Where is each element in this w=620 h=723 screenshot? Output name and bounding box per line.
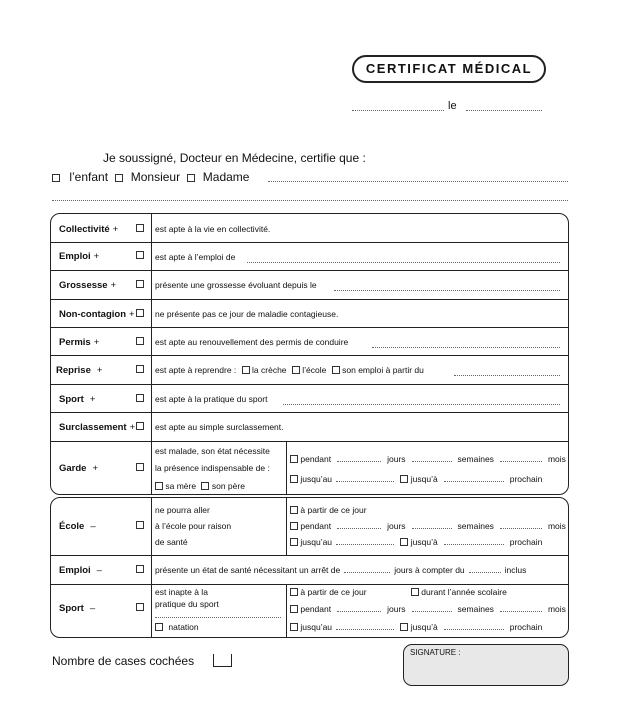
garde-pendant-checkbox[interactable]	[290, 455, 298, 463]
reprise-checkbox[interactable]	[136, 365, 144, 373]
emploi-plus-label: Emploi +	[59, 251, 100, 262]
noncontagion-label: Non-contagion +	[59, 309, 135, 320]
emploi-minus-checkbox[interactable]	[136, 565, 144, 573]
ecole-checkbox[interactable]	[136, 521, 144, 529]
sport-minus-field[interactable]	[155, 617, 281, 618]
sport-minus-line1: est inapte à la	[155, 587, 208, 597]
ecole-partir-checkbox[interactable]	[290, 506, 298, 514]
monsieur-checkbox[interactable]	[115, 174, 123, 182]
ecole-jusquau-checkbox[interactable]	[290, 538, 298, 546]
reprise-date-field[interactable]	[454, 375, 560, 376]
garde-jusquau-checkbox[interactable]	[290, 475, 298, 483]
collectivite-checkbox[interactable]	[136, 224, 144, 232]
garde-checkbox[interactable]	[136, 463, 144, 471]
ecole-label: École –	[59, 521, 96, 532]
patient-options	[52, 170, 249, 184]
permis-text: est apte au renouvellement des permis de conduire	[155, 337, 349, 347]
count-box[interactable]	[213, 654, 232, 667]
garde-jusqua-checkbox[interactable]	[400, 475, 408, 483]
permis-checkbox[interactable]	[136, 337, 144, 345]
sport-minus-line2: pratique du sport	[155, 599, 219, 609]
emploi-plus-text: est apte à l’emploi de	[155, 252, 236, 262]
sport-minus-pendant-line: pendant jours semaines mois	[290, 604, 566, 614]
sport-minus-jusqu-line: jusqu’au jusqu’à prochain	[290, 622, 542, 632]
sport-minus-partir-line: à partir de ce jour durant l’année scolaire	[290, 587, 507, 597]
ecole-jusqua-checkbox[interactable]	[400, 538, 408, 546]
noncontagion-checkbox[interactable]	[136, 309, 144, 317]
garde-line1: est malade, son état nécessite	[155, 446, 270, 456]
sport-pendant-checkbox[interactable]	[290, 605, 298, 613]
signature-label: SIGNATURE :	[410, 648, 461, 657]
garde-parent: sa mère son père	[155, 481, 245, 491]
creche-checkbox[interactable]	[242, 366, 250, 374]
surclassement-text: est apte au simple surclassement.	[155, 422, 284, 432]
garde-label: Garde +	[59, 463, 99, 474]
ecole-line3: de santé	[155, 537, 188, 547]
noncontagion-text: ne présente pas ce jour de maladie contagieuse.	[155, 309, 339, 319]
aptitude-table	[50, 213, 569, 495]
date-field[interactable]	[466, 110, 542, 111]
patient-name-field[interactable]	[268, 181, 568, 182]
permis-field[interactable]	[372, 347, 560, 348]
reprise-text: est apte à reprendre : la crèche l’école son emploi à partir du	[155, 365, 424, 375]
sport-minus-label: Sport –	[59, 603, 96, 614]
enfant-label: l’enfant	[69, 170, 109, 184]
sport-plus-text: est apte à la pratique du sport	[155, 394, 268, 404]
grossesse-field[interactable]	[334, 290, 560, 291]
ecole-partir-line: à partir de ce jour	[290, 505, 367, 515]
surclassement-checkbox[interactable]	[136, 422, 144, 430]
reprise-label: Reprise +	[56, 365, 103, 376]
permis-label: Permis +	[59, 337, 100, 348]
garde-pendant-line: pendant jours semaines mois	[290, 454, 566, 464]
le-label: le	[448, 100, 457, 112]
garde-line2: la présence indispensable de :	[155, 463, 270, 473]
ecole-pendant-line: pendant jours semaines mois	[290, 521, 566, 531]
ecole-line2: à l’école pour raison	[155, 521, 232, 531]
enfant-checkbox[interactable]	[52, 174, 60, 182]
emploi-plus-field[interactable]	[247, 262, 560, 263]
grossesse-checkbox[interactable]	[136, 280, 144, 288]
sport-jusqua-checkbox[interactable]	[400, 623, 408, 631]
ecole-pendant-checkbox[interactable]	[290, 522, 298, 530]
madame-checkbox[interactable]	[187, 174, 195, 182]
ecole-line1: ne pourra aller	[155, 505, 210, 515]
natation-option: natation	[155, 622, 199, 632]
sport-plus-checkbox[interactable]	[136, 394, 144, 402]
collectivite-text: est apte à la vie en collectivité.	[155, 224, 271, 234]
place-field[interactable]	[352, 110, 444, 111]
sport-minus-checkbox[interactable]	[136, 603, 144, 611]
surclassement-label: Surclassement +	[59, 422, 136, 433]
natation-checkbox[interactable]	[155, 623, 163, 631]
emploi-minus-text: présente un état de santé nécessitant un arrêt de jours à compter du inclus	[155, 565, 527, 575]
madame-label: Madame	[202, 170, 250, 184]
document-title: CERTIFICAT MÉDICAL	[352, 55, 546, 83]
ecole-jusqu-line: jusqu’au jusqu’à prochain	[290, 537, 542, 547]
annee-scolaire-checkbox[interactable]	[411, 588, 419, 596]
sport-plus-label: Sport +	[59, 394, 96, 405]
ecole-reprise-checkbox[interactable]	[292, 366, 300, 374]
patient-name-field-2[interactable]	[52, 200, 568, 201]
emploi-plus-checkbox[interactable]	[136, 251, 144, 259]
sport-partir-checkbox[interactable]	[290, 588, 298, 596]
sport-jusquau-checkbox[interactable]	[290, 623, 298, 631]
garde-jusqu-line: jusqu’au jusqu’à prochain	[290, 474, 542, 484]
monsieur-label: Monsieur	[130, 170, 181, 184]
collectivite-label: Collectivité +	[59, 224, 119, 235]
grossesse-text: présente une grossesse évoluant depuis le	[155, 280, 317, 290]
emploi-minus-label: Emploi –	[59, 565, 102, 576]
sport-plus-field[interactable]	[283, 404, 560, 405]
mere-checkbox[interactable]	[155, 482, 163, 490]
emploi-reprise-checkbox[interactable]	[332, 366, 340, 374]
pere-checkbox[interactable]	[201, 482, 209, 490]
count-label: Nombre de cases cochées	[52, 654, 195, 668]
certify-statement: Je soussigné, Docteur en Médecine, certifie que :	[103, 151, 366, 165]
grossesse-label: Grossesse +	[59, 280, 117, 291]
